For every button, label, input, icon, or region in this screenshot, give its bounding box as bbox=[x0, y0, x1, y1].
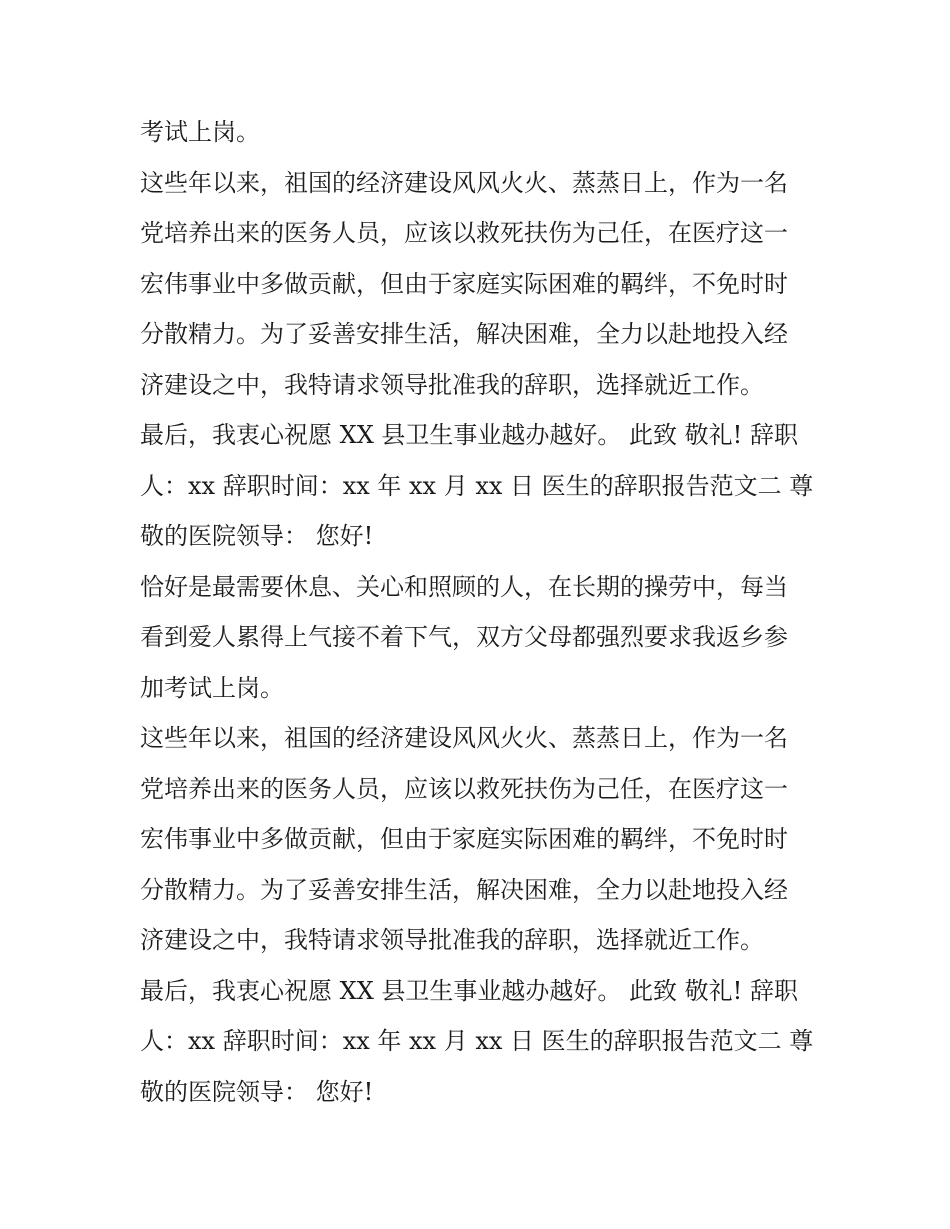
text-line: 人：xx 辞职时间：xx 年 xx 月 xx 日 医生的辞职报告范文二 尊 bbox=[140, 471, 814, 500]
text-line: 看到爱人累得上气接不着下气，双方父母都强烈要求我返乡参 bbox=[140, 623, 788, 651]
text-line: 敬的医院领导： 您好! bbox=[140, 522, 374, 550]
text-line: 恰好是最需要休息、关心和照顾的人，在长期的操劳中，每当 bbox=[140, 572, 788, 601]
body-text bbox=[140, 107, 820, 1117]
text-line: 宏伟事业中多做贡献，但由于家庭实际困难的羁绊，不免时时 bbox=[140, 269, 788, 298]
text-line: 这些年以来，祖国的经济建设风风火火、蒸蒸日上，作为一名 bbox=[140, 168, 788, 197]
text-line: 济建设之中，我特请求领导批准我的辞职，选择就近工作。 bbox=[140, 926, 764, 954]
text-line: 济建设之中，我特请求领导批准我的辞职，选择就近工作。 bbox=[140, 370, 764, 399]
text-line: 考试上岗。 bbox=[140, 118, 260, 146]
text-line: 分散精力。为了妥善安排生活，解决困难，全力以赴地投入经 bbox=[140, 875, 788, 904]
text-line: 党培养出来的医务人员，应该以救死扶伤为己任，在医疗这一 bbox=[140, 774, 788, 803]
text-line: 这些年以来，祖国的经济建设风风火火、蒸蒸日上，作为一名 bbox=[140, 724, 788, 752]
text-line: 宏伟事业中多做贡献，但由于家庭实际困难的羁绊，不免时时 bbox=[140, 825, 788, 853]
text-line: 加考试上岗。 bbox=[140, 673, 284, 702]
text-line: 分散精力。为了妥善安排生活，解决困难，全力以赴地投入经 bbox=[140, 320, 788, 348]
text-line: 最后，我衷心祝愿 XX 县卫生事业越办越好。 此致 敬礼! 辞职 bbox=[140, 976, 798, 1005]
text-line: 最后，我衷心祝愿 XX 县卫生事业越办越好。 此致 敬礼! 辞职 bbox=[140, 421, 798, 449]
text-line: 人：xx 辞职时间：xx 年 xx 月 xx 日 医生的辞职报告范文二 尊 bbox=[140, 1027, 814, 1055]
text-line: 党培养出来的医务人员，应该以救死扶伤为己任，在医疗这一 bbox=[140, 219, 788, 247]
text-line: 敬的医院领导： 您好! bbox=[140, 1077, 374, 1106]
